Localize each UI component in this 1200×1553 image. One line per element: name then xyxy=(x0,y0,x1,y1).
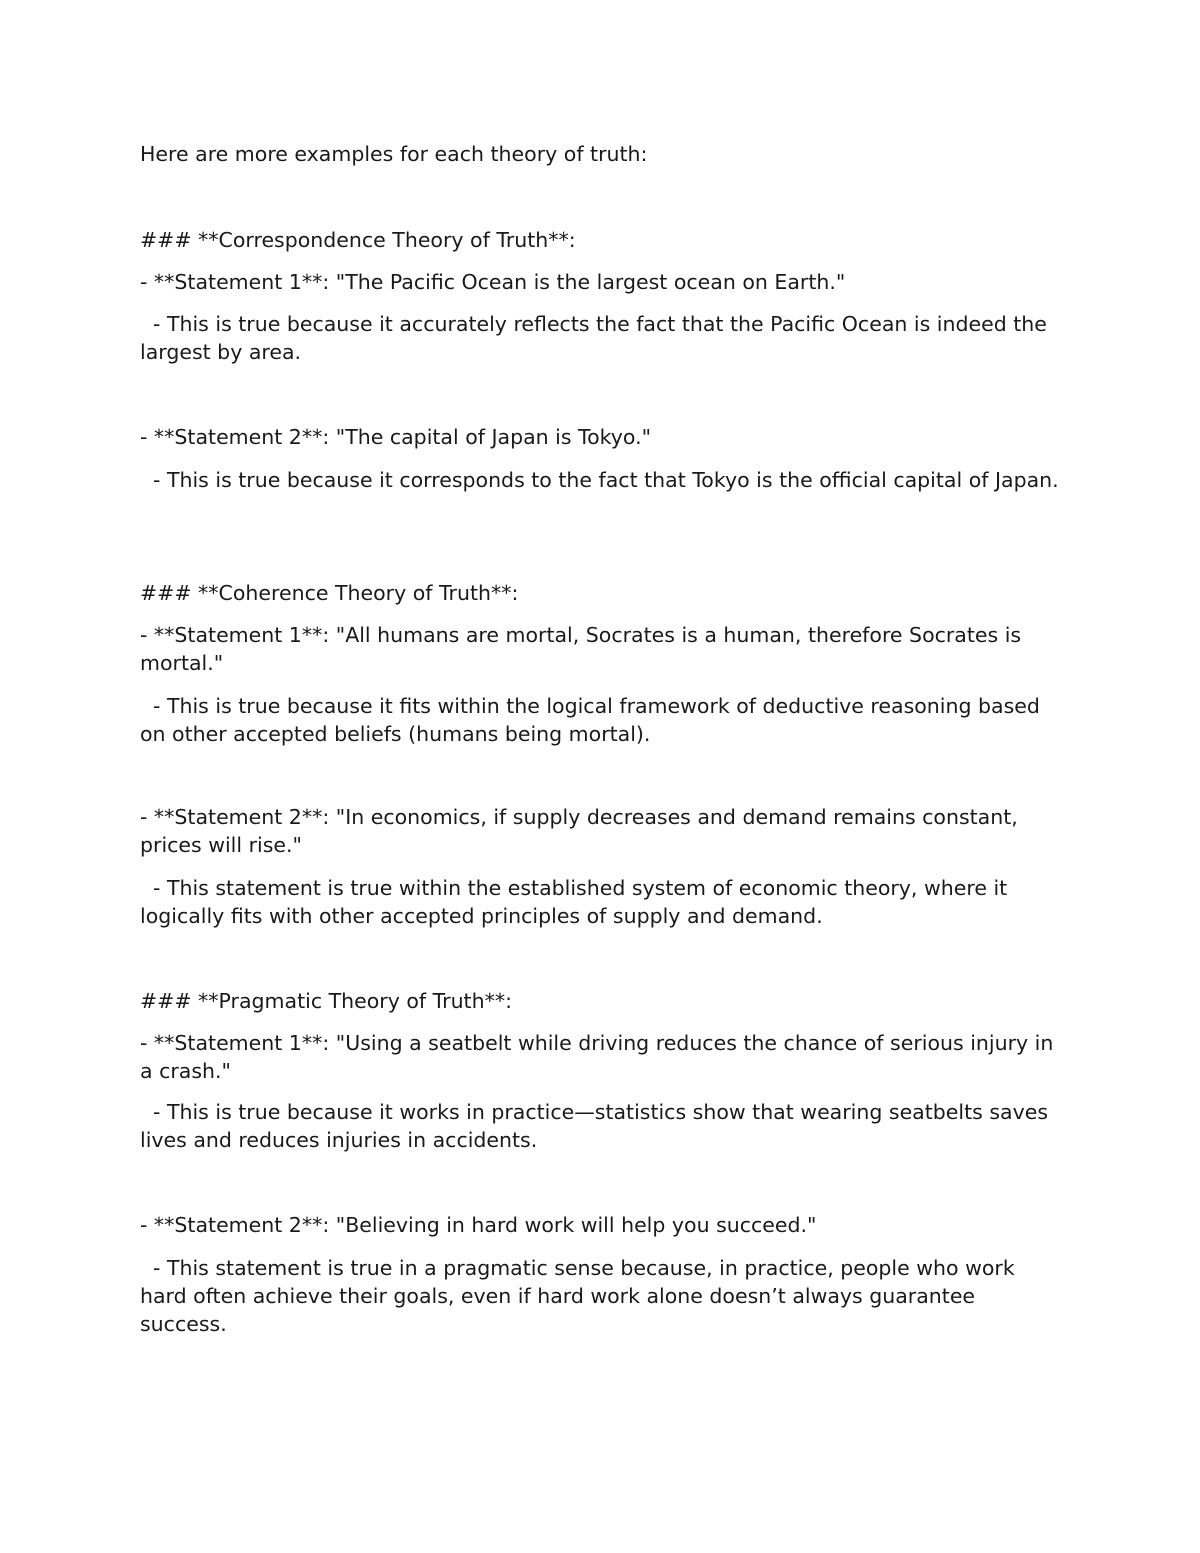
explanation-paragraph: - This statement is true in a pragmatic sense because, in practice, people who work hard often achieve their goals, even if hard work alone doesn’t always guarantee success. xyxy=(140,1256,1022,1336)
explanation-paragraph: - This is true because it accurately reflects the fact that the Pacific Ocean is indeed the largest by area. xyxy=(140,312,1054,364)
statement-paragraph: - **Statement 2**: "The capital of Japan is Tokyo." xyxy=(140,425,652,449)
explanation-paragraph: - This is true because it fits within the logical framework of deductive reasoning based on other accepted beliefs (humans being mortal). xyxy=(140,694,1047,746)
section-heading-coherence: ### **Coherence Theory of Truth**: xyxy=(140,581,519,605)
statement-paragraph: - **Statement 1**: "All humans are mortal, Socrates is a human, therefore Socrates is mortal." xyxy=(140,623,1028,675)
statement-paragraph: - **Statement 1**: "The Pacific Ocean is the largest ocean on Earth." xyxy=(140,270,846,294)
statement-paragraph: - **Statement 2**: "Believing in hard work will help you succeed." xyxy=(140,1213,817,1237)
intro-paragraph: Here are more examples for each theory of truth: xyxy=(140,142,648,166)
explanation-paragraph: - This is true because it corresponds to the fact that Tokyo is the official capital of Japan. xyxy=(140,468,1059,492)
explanation-paragraph: - This statement is true within the established system of economic theory, where it logically fits with other accepted principles of supply and demand. xyxy=(140,876,1014,928)
section-heading-correspondence: ### **Correspondence Theory of Truth**: xyxy=(140,228,576,252)
section-heading-pragmatic: ### **Pragmatic Theory of Truth**: xyxy=(140,989,512,1013)
statement-paragraph: - **Statement 1**: "Using a seatbelt while driving reduces the chance of serious injury in a crash." xyxy=(140,1031,1060,1083)
statement-paragraph: - **Statement 2**: "In economics, if supply decreases and demand remains constant, prices will rise." xyxy=(140,805,1025,857)
explanation-paragraph: - This is true because it works in practice—statistics show that wearing seatbelts saves lives and reduces injuries in accidents. xyxy=(140,1100,1055,1152)
